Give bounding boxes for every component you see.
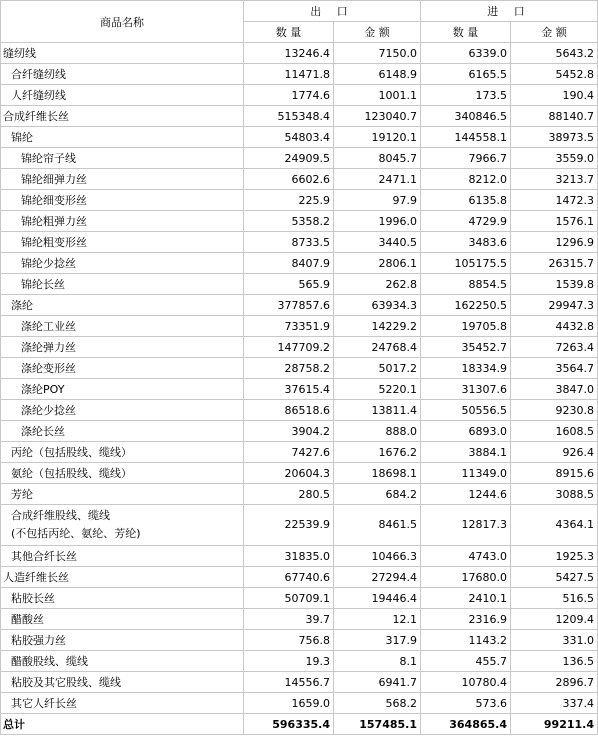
import-amount-cell: 29947.3	[511, 295, 598, 316]
export-amount-cell: 63934.3	[334, 295, 421, 316]
export-qty-cell: 31835.0	[244, 546, 334, 567]
import-amount-cell: 26315.7	[511, 253, 598, 274]
import-amount-cell: 516.5	[511, 588, 598, 609]
product-name: 粘胶强力丝	[11, 634, 66, 647]
product-name-cell	[1, 400, 244, 421]
product-name-cell	[1, 546, 244, 567]
import-amount-cell: 3559.0	[511, 148, 598, 169]
export-qty-cell: 596335.4	[244, 714, 334, 735]
import-qty-cell: 6339.0	[421, 43, 511, 64]
product-name-cell	[1, 43, 244, 64]
export-qty-cell: 24909.5	[244, 148, 334, 169]
import-amount-cell: 3847.0	[511, 379, 598, 400]
table-row	[1, 609, 598, 630]
product-name: 锦纶粗变形丝	[21, 236, 87, 249]
export-amount-cell: 8.1	[334, 651, 421, 672]
import-amount-cell: 331.0	[511, 630, 598, 651]
import-qty-cell: 2316.9	[421, 609, 511, 630]
product-name: 人纤缝纫线	[11, 89, 66, 102]
product-name: 醋酸股线、缆线	[11, 655, 88, 668]
import-amount-cell: 1608.5	[511, 421, 598, 442]
import-amount-cell: 3213.7	[511, 169, 598, 190]
export-qty-cell: 86518.6	[244, 400, 334, 421]
product-name-cell	[1, 295, 244, 316]
product-name: 涤纶工业丝	[21, 320, 76, 333]
import-amount-cell: 1472.3	[511, 190, 598, 211]
export-qty-cell: 54803.4	[244, 127, 334, 148]
export-amount-cell: 157485.1	[334, 714, 421, 735]
product-name: 涤纶长丝	[21, 425, 65, 438]
import-qty-cell: 11349.0	[421, 463, 511, 484]
import-qty-cell: 31307.6	[421, 379, 511, 400]
import-amount-cell: 190.4	[511, 85, 598, 106]
table-row	[1, 400, 598, 421]
import-qty-cell: 19705.8	[421, 316, 511, 337]
product-name-cell	[1, 588, 244, 609]
export-amount-cell: 13811.4	[334, 400, 421, 421]
export-amount-cell: 7150.0	[334, 43, 421, 64]
import-qty-cell: 173.5	[421, 85, 511, 106]
export-amount-cell: 568.2	[334, 693, 421, 714]
product-name-cell	[1, 651, 244, 672]
export-amount-cell: 2471.1	[334, 169, 421, 190]
export-amount-cell: 19446.4	[334, 588, 421, 609]
import-qty-cell: 8854.5	[421, 274, 511, 295]
export-qty-cell: 28758.2	[244, 358, 334, 379]
table-row	[1, 567, 598, 588]
product-name: 合成纤维长丝	[3, 110, 69, 123]
table-row	[1, 442, 598, 463]
import-amount-cell: 2896.7	[511, 672, 598, 693]
product-name: 丙纶（包括股线、缆线）	[11, 446, 132, 459]
table-row	[1, 106, 598, 127]
import-amount-cell: 7263.4	[511, 337, 598, 358]
export-qty-cell: 1774.6	[244, 85, 334, 106]
export-amount-cell: 3440.5	[334, 232, 421, 253]
import-amount-cell: 1576.1	[511, 211, 598, 232]
export-amount-cell: 8045.7	[334, 148, 421, 169]
export-qty-cell: 515348.4	[244, 106, 334, 127]
header-import-qty: 数 量	[421, 22, 511, 43]
table-row	[1, 64, 598, 85]
table-row	[1, 127, 598, 148]
export-amount-cell: 888.0	[334, 421, 421, 442]
table-row	[1, 85, 598, 106]
export-amount-cell: 262.8	[334, 274, 421, 295]
export-qty-cell: 756.8	[244, 630, 334, 651]
product-name-cell	[1, 232, 244, 253]
table-row	[1, 484, 598, 505]
export-amount-cell: 6148.9	[334, 64, 421, 85]
import-qty-cell: 1143.2	[421, 630, 511, 651]
export-qty-cell: 1659.0	[244, 693, 334, 714]
import-qty-cell: 364865.4	[421, 714, 511, 735]
import-qty-cell: 6893.0	[421, 421, 511, 442]
import-amount-cell: 5643.2	[511, 43, 598, 64]
import-qty-cell: 12817.3	[421, 505, 511, 546]
import-qty-cell: 340846.5	[421, 106, 511, 127]
import-qty-cell: 105175.5	[421, 253, 511, 274]
import-amount-cell: 38973.5	[511, 127, 598, 148]
product-name-note: (不包括丙纶、氨纶、芳纶)	[11, 527, 141, 540]
import-qty-cell: 35452.7	[421, 337, 511, 358]
table-row	[1, 253, 598, 274]
import-amount-cell: 1209.4	[511, 609, 598, 630]
import-amount-cell: 3564.7	[511, 358, 598, 379]
header-export-qty: 数 量	[244, 22, 334, 43]
product-name: 其它人纤长丝	[11, 697, 77, 710]
export-qty-cell: 3904.2	[244, 421, 334, 442]
import-amount-cell: 5427.5	[511, 567, 598, 588]
export-amount-cell: 24768.4	[334, 337, 421, 358]
product-name-cell	[1, 693, 244, 714]
import-amount-cell: 1925.3	[511, 546, 598, 567]
product-name-cell	[1, 609, 244, 630]
product-name: 缝纫线	[3, 47, 36, 60]
import-amount-cell: 5452.8	[511, 64, 598, 85]
import-qty-cell: 455.7	[421, 651, 511, 672]
import-amount-cell: 88140.7	[511, 106, 598, 127]
export-amount-cell: 18698.1	[334, 463, 421, 484]
import-qty-cell: 2410.1	[421, 588, 511, 609]
table-row	[1, 232, 598, 253]
import-qty-cell: 50556.5	[421, 400, 511, 421]
product-name-cell	[1, 442, 244, 463]
product-name: 粘胶及其它股线、缆线	[11, 676, 121, 689]
table-row	[1, 358, 598, 379]
import-qty-cell: 3884.1	[421, 442, 511, 463]
export-amount-cell: 5017.2	[334, 358, 421, 379]
export-qty-cell: 50709.1	[244, 588, 334, 609]
export-amount-cell: 2806.1	[334, 253, 421, 274]
product-name: 总计	[3, 718, 25, 731]
product-name-cell	[1, 567, 244, 588]
product-name: 合纤缝纫线	[11, 68, 66, 81]
import-qty-cell: 18334.9	[421, 358, 511, 379]
export-qty-cell: 5358.2	[244, 211, 334, 232]
header-product-name: 商品名称	[1, 1, 244, 43]
import-qty-cell: 144558.1	[421, 127, 511, 148]
import-amount-cell: 136.5	[511, 651, 598, 672]
table-row	[1, 148, 598, 169]
import-qty-cell: 6135.8	[421, 190, 511, 211]
import-amount-cell: 1296.9	[511, 232, 598, 253]
export-qty-cell: 6602.6	[244, 169, 334, 190]
header-export: 出 口	[244, 1, 421, 22]
import-qty-cell: 7966.7	[421, 148, 511, 169]
product-name: 涤纶弹力丝	[21, 341, 76, 354]
product-name: 涤纶POY	[21, 383, 65, 396]
import-amount-cell: 8915.6	[511, 463, 598, 484]
product-name-cell	[1, 484, 244, 505]
import-qty-cell: 6165.5	[421, 64, 511, 85]
import-qty-cell: 4743.0	[421, 546, 511, 567]
import-amount-cell: 4432.8	[511, 316, 598, 337]
product-name: 涤纶变形丝	[21, 362, 76, 375]
product-name-cell	[1, 148, 244, 169]
table-header	[1, 1, 598, 43]
export-qty-cell: 14556.7	[244, 672, 334, 693]
export-qty-cell: 225.9	[244, 190, 334, 211]
product-name: 涤纶少捻丝	[21, 404, 76, 417]
export-amount-cell: 1996.0	[334, 211, 421, 232]
table-row	[1, 169, 598, 190]
product-name: 锦纶	[11, 131, 33, 144]
export-amount-cell: 97.9	[334, 190, 421, 211]
table-row	[1, 316, 598, 337]
export-amount-cell: 12.1	[334, 609, 421, 630]
import-qty-cell: 10780.4	[421, 672, 511, 693]
import-amount-cell: 3088.5	[511, 484, 598, 505]
table-row	[1, 43, 598, 64]
product-name: 锦纶细弹力丝	[21, 173, 87, 186]
header-import-amount: 金 额	[511, 22, 598, 43]
product-name: 粘胶长丝	[11, 592, 55, 605]
export-qty-cell: 280.5	[244, 484, 334, 505]
product-name: 涤纶	[11, 299, 33, 312]
import-qty-cell: 1244.6	[421, 484, 511, 505]
export-amount-cell: 19120.1	[334, 127, 421, 148]
import-qty-cell: 8212.0	[421, 169, 511, 190]
product-name-cell	[1, 106, 244, 127]
product-name: 芳纶	[11, 488, 33, 501]
export-amount-cell: 27294.4	[334, 567, 421, 588]
export-qty-cell: 147709.2	[244, 337, 334, 358]
import-qty-cell: 3483.6	[421, 232, 511, 253]
export-qty-cell: 67740.6	[244, 567, 334, 588]
table-row	[1, 295, 598, 316]
table-row	[1, 505, 598, 546]
product-name-cell	[1, 505, 244, 546]
import-qty-cell: 4729.9	[421, 211, 511, 232]
export-amount-cell: 123040.7	[334, 106, 421, 127]
export-qty-cell: 13246.4	[244, 43, 334, 64]
export-qty-cell: 37615.4	[244, 379, 334, 400]
product-name: 其他合纤长丝	[11, 550, 77, 563]
product-name-cell	[1, 253, 244, 274]
table-row	[1, 337, 598, 358]
export-amount-cell: 10466.3	[334, 546, 421, 567]
product-name: 氨纶（包括股线、缆线）	[11, 467, 132, 480]
export-qty-cell: 377857.6	[244, 295, 334, 316]
product-name-cell	[1, 630, 244, 651]
export-amount-cell: 1001.1	[334, 85, 421, 106]
import-amount-cell: 1539.8	[511, 274, 598, 295]
export-qty-cell: 19.3	[244, 651, 334, 672]
table-row	[1, 630, 598, 651]
table-body	[1, 43, 598, 735]
export-qty-cell: 73351.9	[244, 316, 334, 337]
table-row	[1, 190, 598, 211]
export-amount-cell: 6941.7	[334, 672, 421, 693]
product-name-cell	[1, 211, 244, 232]
product-name: 人造纤维长丝	[3, 571, 69, 584]
export-qty-cell: 20604.3	[244, 463, 334, 484]
export-amount-cell: 684.2	[334, 484, 421, 505]
table-row	[1, 651, 598, 672]
export-qty-cell: 11471.8	[244, 64, 334, 85]
table-row	[1, 379, 598, 400]
table-row	[1, 546, 598, 567]
product-name-cell	[1, 190, 244, 211]
product-name-cell	[1, 714, 244, 735]
export-amount-cell: 317.9	[334, 630, 421, 651]
table-row	[1, 421, 598, 442]
table-row	[1, 463, 598, 484]
import-amount-cell: 4364.1	[511, 505, 598, 546]
export-amount-cell: 5220.1	[334, 379, 421, 400]
import-amount-cell: 337.4	[511, 693, 598, 714]
table-row	[1, 211, 598, 232]
product-name: 锦纶粗弹力丝	[21, 215, 87, 228]
product-name-cell	[1, 85, 244, 106]
product-name-cell	[1, 64, 244, 85]
export-amount-cell: 14229.2	[334, 316, 421, 337]
import-amount-cell: 99211.4	[511, 714, 598, 735]
product-name-cell	[1, 169, 244, 190]
export-qty-cell: 39.7	[244, 609, 334, 630]
export-amount-cell: 8461.5	[334, 505, 421, 546]
product-name: 醋酸丝	[11, 613, 44, 626]
product-name: 锦纶长丝	[21, 278, 65, 291]
product-name-cell	[1, 316, 244, 337]
import-qty-cell: 17680.0	[421, 567, 511, 588]
product-name-cell	[1, 379, 244, 400]
product-name-cell	[1, 274, 244, 295]
product-name-cell	[1, 463, 244, 484]
export-qty-cell: 7427.6	[244, 442, 334, 463]
product-name-cell	[1, 421, 244, 442]
product-name: 锦纶少捻丝	[21, 257, 76, 270]
table-row	[1, 693, 598, 714]
product-name-cell	[1, 127, 244, 148]
export-qty-cell: 8733.5	[244, 232, 334, 253]
export-qty-cell: 565.9	[244, 274, 334, 295]
import-qty-cell: 573.6	[421, 693, 511, 714]
table-row	[1, 588, 598, 609]
product-name-cell	[1, 358, 244, 379]
export-qty-cell: 22539.9	[244, 505, 334, 546]
total-row	[1, 714, 598, 735]
header-export-amount: 金 额	[334, 22, 421, 43]
import-qty-cell: 162250.5	[421, 295, 511, 316]
product-name-cell	[1, 672, 244, 693]
header-import: 进 口	[421, 1, 598, 22]
product-name: 锦纶帘子线	[21, 152, 76, 165]
import-amount-cell: 9230.8	[511, 400, 598, 421]
table-row	[1, 274, 598, 295]
export-amount-cell: 1676.2	[334, 442, 421, 463]
import-amount-cell: 926.4	[511, 442, 598, 463]
product-name: 锦纶细变形丝	[21, 194, 87, 207]
export-qty-cell: 8407.9	[244, 253, 334, 274]
product-name: 合成纤维股线、缆线	[11, 509, 110, 522]
table-row	[1, 672, 598, 693]
product-name-cell	[1, 337, 244, 358]
